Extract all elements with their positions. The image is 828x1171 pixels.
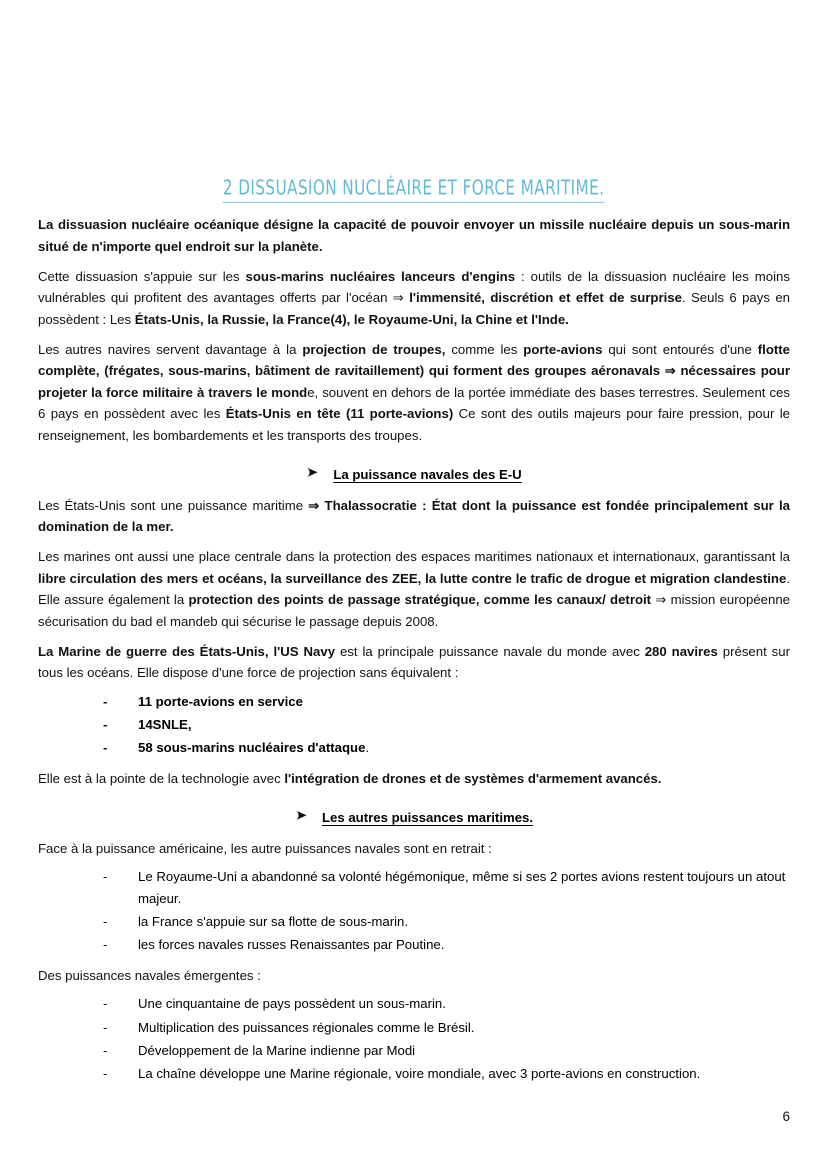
intro-paragraph-2: [38, 266, 790, 330]
p3-seg4: e, souvent en dehors de la portée immédiate des bases terrestres. Seulement ces 6 pays en possèdent avec les: [38, 384, 790, 422]
p3-seg2: comme les: [445, 342, 524, 357]
list-item: - Multiplication des puissances régionales comme le Brésil.: [38, 1017, 790, 1038]
p2-bold3: États-Unis, la Russie, la France(4), le Royaume-Uni, la Chine et l'Inde.: [134, 311, 569, 327]
us-p4-bold1: l'intégration de drones et de systèmes d'armement avancés.: [284, 770, 662, 786]
others-emerging-list: [38, 993, 790, 1085]
implication-arrow-icon: ⇒: [655, 592, 667, 608]
p2-seg1: Cette dissuasion s'appuie sur les: [38, 268, 246, 284]
p2-seg2: : outils de la dissuasion nucléaire les moins vulnérables qui profitent des avantages offerts par l'océan: [38, 268, 790, 306]
us-fleet-list: [38, 691, 790, 759]
p3-bold5: États-Unis en tête (11 porte-avions): [225, 406, 454, 422]
us-paragraph-2: [38, 546, 790, 632]
p3-bold4: nécessaires pour projeter la force militaire à travers le mond: [38, 363, 790, 400]
list-item: - Une cinquantaine de pays possèdent un sous-marin.: [38, 993, 790, 1014]
list-item-punct: .: [365, 740, 370, 756]
implication-arrow-icon: ⇒: [308, 497, 320, 513]
others-lead-2: Des puissances navales émergentes :: [38, 967, 261, 983]
us-p3-seg2: présent sur tous les océans. Elle dispose d'une force de projection sans équivalent :: [38, 643, 790, 681]
p3-seg3: qui sont entourés d'une: [602, 342, 758, 357]
others-retreat-list: [38, 866, 790, 956]
arrow-bullet-icon: [295, 808, 308, 826]
list-item: - 11 porte-avions en service: [38, 691, 790, 712]
page-title-text: 2 DISSUASION NUCLÉAIRE ET FORCE MARITIME.: [223, 177, 605, 203]
us-p3-seg1: est la principale puissance navale du monde avec: [335, 643, 645, 659]
p2-bold1: sous-marins nucléaires lanceurs d'engins: [245, 268, 516, 284]
us-p2-bold2: protection des points de passage stratégique, comme les canaux/ detroit: [188, 592, 656, 608]
arrow-bullet-icon: [306, 465, 319, 483]
subheading-us-naval-power-text: La puissance navales des E-U: [333, 466, 522, 482]
us-p3-bold1: La Marine de guerre des États-Unis, l'US Navy: [38, 643, 336, 659]
us-p1-seg1: Les États-Unis sont une puissance maritime: [38, 497, 309, 513]
us-paragraph-1: [38, 495, 790, 538]
list-item: - Le Royaume-Uni a abandonné sa volonté hégémonique, même si ses 2 portes avions restent toujours un atout majeur.: [38, 866, 790, 909]
subheading-other-powers: [38, 808, 790, 828]
page-number: 6: [782, 1108, 790, 1124]
p3-bold3: flotte complète, (frégates, sous-marins, bâtiment de ravitaillement) qui forment des groupes aéronavals: [38, 342, 790, 379]
p3-seg5: Ce sont des outils majeurs pour faire pression, pour le renseignement, les bombardements et les transports des troupes.: [38, 406, 791, 443]
intro-paragraph-3: [38, 339, 790, 446]
others-lead-1: Face à la puissance américaine, les autre puissances navales sont en retrait :: [38, 840, 492, 856]
us-p2-seg2: . Elle assure également la: [38, 570, 790, 608]
p3-seg1: Les autres navires servent davantage à la: [38, 342, 303, 357]
subheading-other-powers-text: Les autres puissances maritimes.: [321, 810, 534, 826]
us-p2-seg3: mission européenne sécurisation du bad el mandeb qui sécurise le passage depuis 2008.: [38, 592, 791, 629]
implication-arrow-icon: ⇒: [392, 290, 404, 306]
us-p2-seg1: Les marines ont aussi une place centrale dans la protection des espaces maritimes nationaux et internationaux, garantissant la: [38, 549, 790, 565]
intro-paragraph-1: La dissuasion nucléaire océanique désigne la capacité de pouvoir envoyer un missile nucléaire depuis un sous-marin situé de n'importe quel endroit sur la planète.: [38, 217, 790, 254]
page-title: [38, 0, 790, 203]
list-item: - Développement de la Marine indienne par Modi: [38, 1040, 790, 1061]
us-paragraph-3: [38, 641, 790, 684]
list-item: - la France s'appuie sur sa flotte de sous-marin.: [38, 911, 790, 932]
p2-seg3: . Seuls 6 pays en possèdent : Les: [38, 290, 790, 327]
implication-arrow-icon: ⇒: [664, 363, 676, 379]
p3-bold1: projection de troupes,: [302, 342, 446, 357]
us-paragraph-4: [38, 768, 790, 789]
us-p4-seg1: Elle est à la pointe de la technologie avec: [38, 770, 285, 786]
list-item: - les forces navales russes Renaissantes par Poutine.: [38, 934, 790, 955]
us-p3-bold2: 280 navires: [644, 643, 718, 659]
p3-bold2: porte-avions: [523, 342, 603, 357]
us-p1-bold1: Thalassocratie : État dont la puissance est fondée principalement sur la domination de la mer.: [38, 497, 790, 535]
list-item-text: 58 sous-marins nucléaires d'attaque: [138, 740, 366, 756]
list-item: [38, 737, 790, 758]
subheading-us-naval-power: [38, 465, 790, 485]
list-item: - 14SNLE,: [38, 714, 790, 735]
list-item: - La chaîne développe une Marine régionale, voire mondiale, avec 3 porte-avions en construction.: [38, 1063, 790, 1084]
p2-bold2: l'immensité, discrétion et effet de surprise: [403, 290, 682, 306]
us-p2-bold1: libre circulation des mers et océans, la surveillance des ZEE, la lutte contre le trafic de drogue et migration clandestine: [38, 570, 787, 586]
